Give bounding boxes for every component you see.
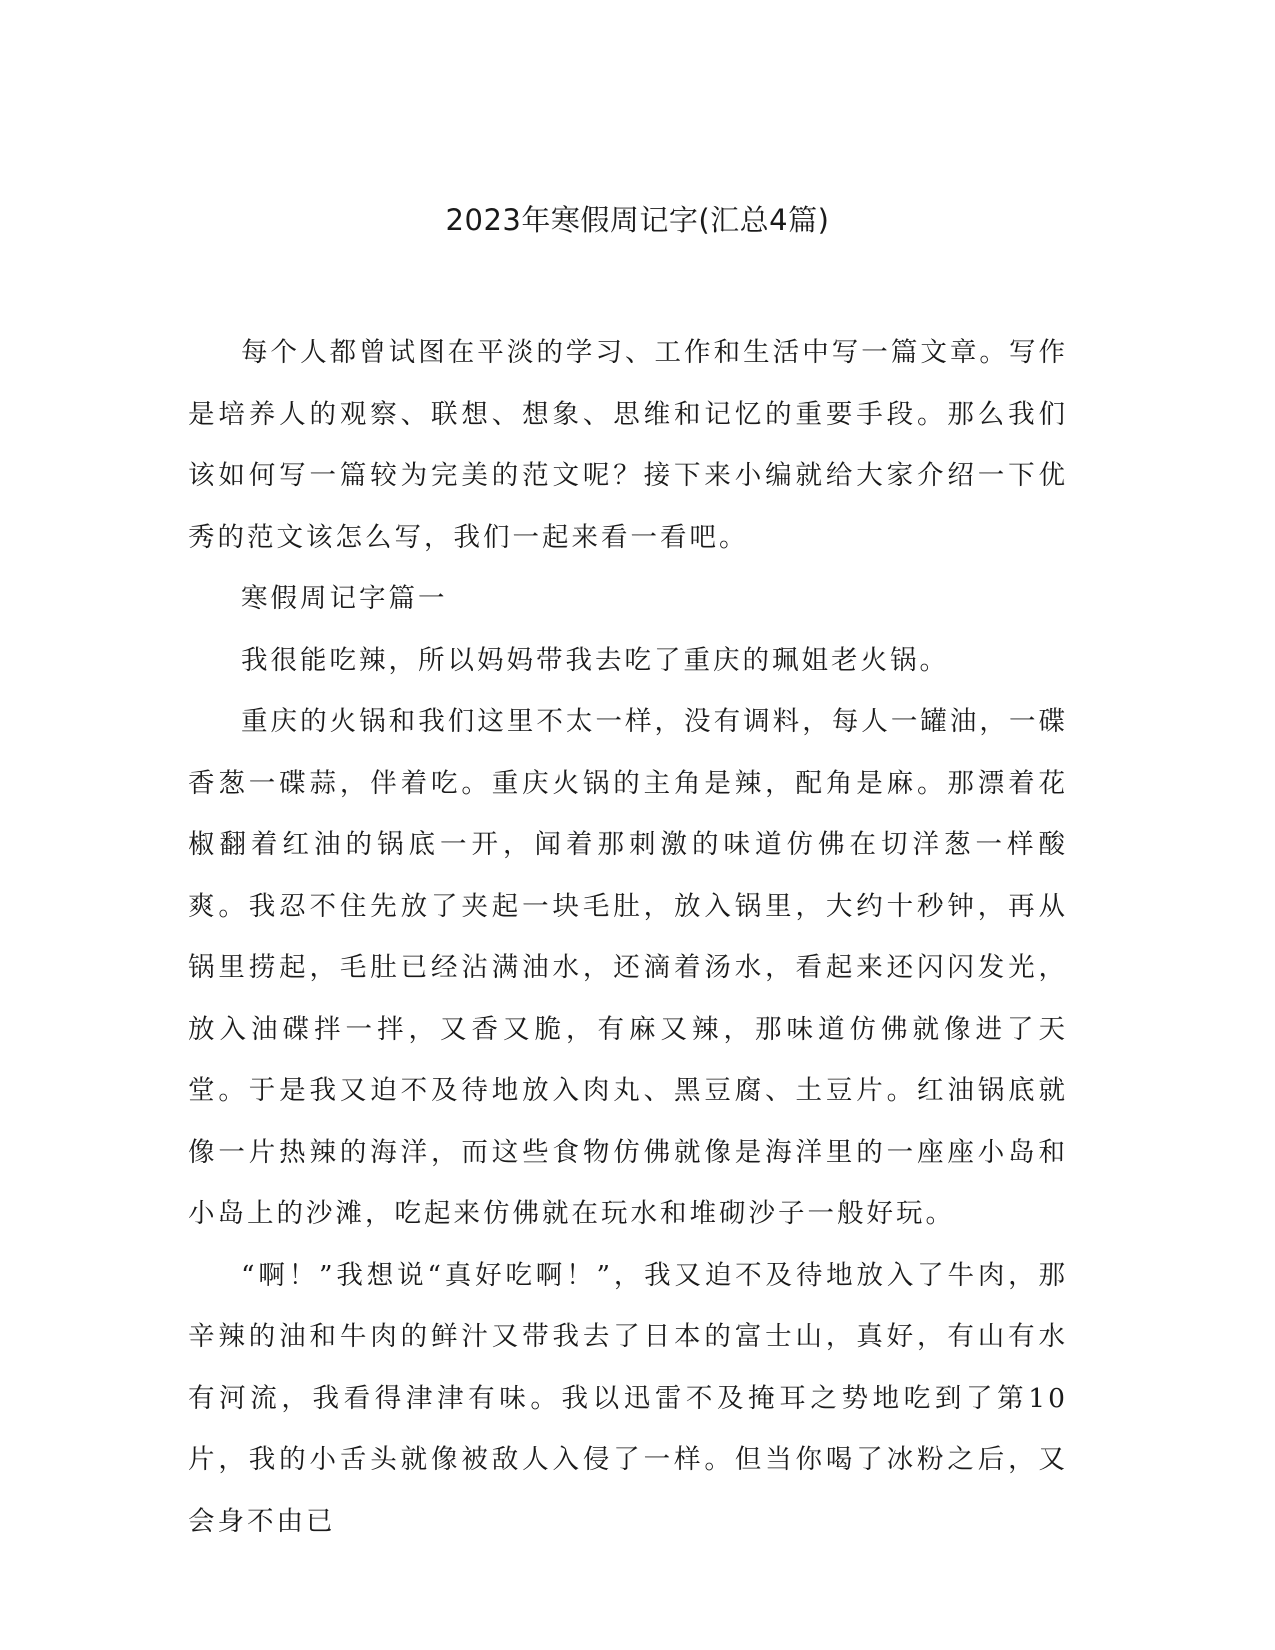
section-heading: 寒假周记字篇一 (241, 583, 448, 614)
body-paragraph: 我很能吃辣，所以妈妈带我去吃了重庆的珮姐老火锅。 (241, 644, 949, 676)
document-body (188, 322, 1068, 1552)
intro-paragraph: 每个人都曾试图在平淡的学习、工作和生活中写一篇文章。写作是培养人的观察、联想、想象、思维和记忆的重要手段。那么我们该如何写一篇较为完美的范文呢？接下来小编就给大家介绍一下优秀的范文该怎么写，我们一起来看一看吧。 (188, 337, 1068, 553)
body-paragraph: 重庆的火锅和我们这里不太一样，没有调料，每人一罐油，一碟香葱一碟蒜，伴着吃。重庆火锅的主角是辣，配角是麻。那漂着花椒翻着红油的锅底一开，闻着那刺激的味道仿佛在切洋葱一样酸爽。我忍不住先放了夹起一块毛肚，放入锅里，大约十秒钟，再从锅里捞起，毛肚已经沾满油水，还滴着汤水，看起来还闪闪发光，放入油碟拌一拌，又香又脆，有麻又辣，那味道仿佛就像进了天堂。于是我又迫不及待地放入肉丸、黑豆腐、土豆片。红油锅底就像一片热辣的海洋，而这些食物仿佛就像是海洋里的一座座小岛和小岛上的沙滩，吃起来仿佛就在玩水和堆砌沙子一般好玩。 (188, 706, 1068, 1229)
document-title: 2023年寒假周记字(汇总4篇) (445, 203, 830, 237)
body-paragraph: “啊！”我想说“真好吃啊！”，我又迫不及待地放入了牛肉，那辛辣的油和牛肉的鲜汁又带我去了日本的富士山，真好，有山有水有河流，我看得津津有味。我以迅雷不及掩耳之势地吃到了第10片，我的小舌头就像被敌人入侵了一样。但当你喝了冰粉之后，又会身不由已 (188, 1259, 1068, 1537)
